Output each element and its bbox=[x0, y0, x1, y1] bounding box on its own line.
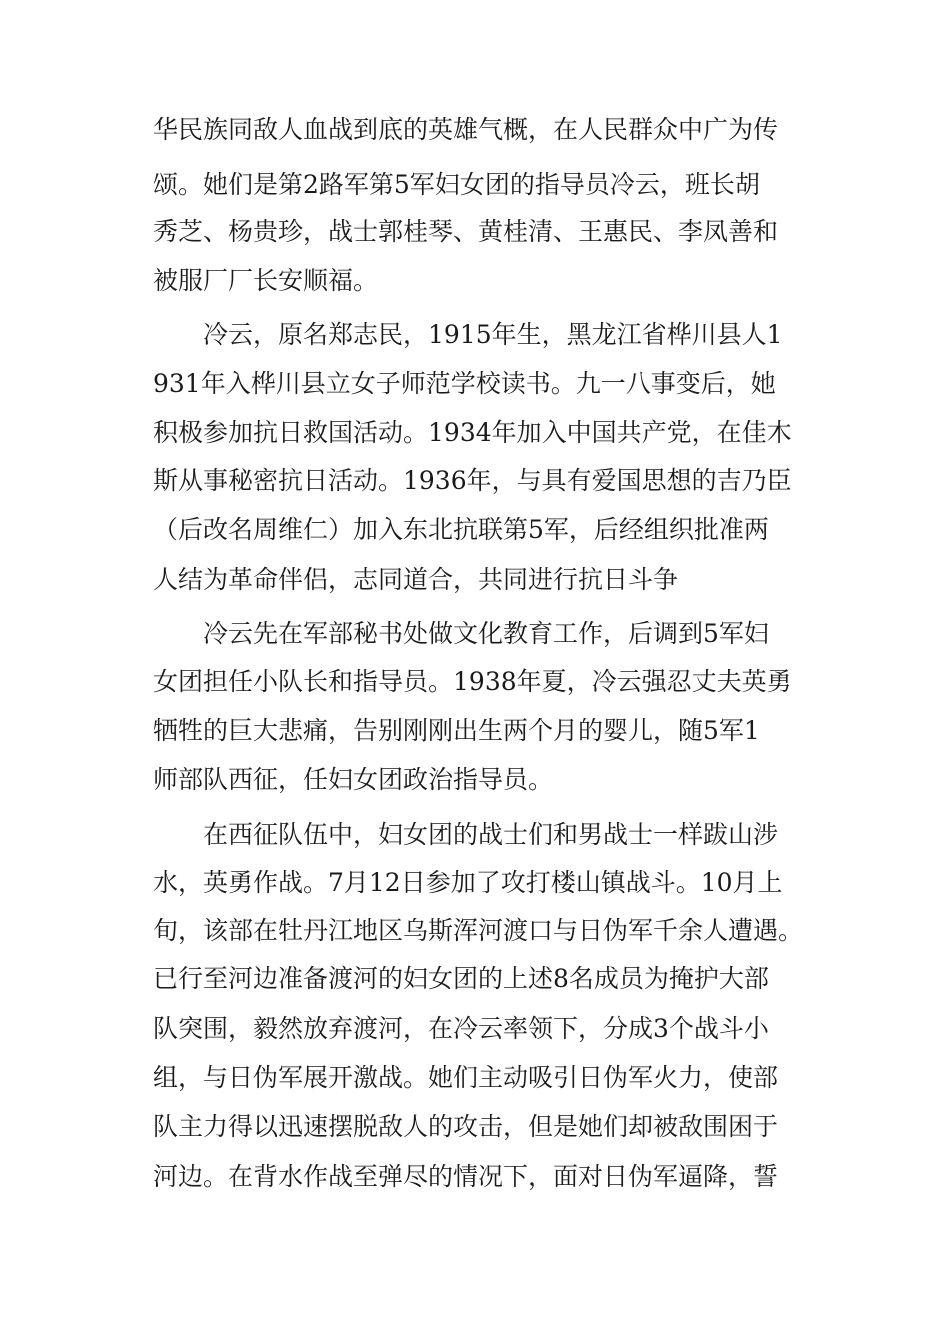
text-line: 在西征队伍中，妇女团的战士们和男战士一样跋山涉 bbox=[203, 820, 779, 849]
text-line: （后改名周维仁）加入东北抗联第5军，后经组织批准两 bbox=[153, 515, 769, 544]
text-line: 组，与日伪军展开激战。她们主动吸引日伪军火力，使部 bbox=[153, 1063, 779, 1092]
text-line: 河边。在背水作战至弹尽的情况下，面对日伪军逼降，誓 bbox=[153, 1162, 779, 1191]
text-line: 水，英勇作战。7月12日参加了攻打楼山镇战斗。10月上 bbox=[153, 868, 783, 897]
text-line: 已行至河边准备渡河的妇女团的上述8名成员为掩护大部 bbox=[153, 964, 769, 993]
text-line: 人结为革命伴侣，志同道合，共同进行抗日斗争 bbox=[153, 565, 679, 594]
text-line: 颂。她们是第2路军第5军妇女团的指导员冷云，班长胡 bbox=[153, 170, 760, 199]
text-line: 华民族同敌人血战到底的英雄气概，在人民群众中广为传 bbox=[153, 115, 779, 144]
text-line: 队突围，毅然放弃渡河，在冷云率领下，分成3个战斗小 bbox=[153, 1014, 769, 1043]
text-line: 旬，该部在牡丹江地区乌斯浑河渡口与日伪军千余人遭遇。 bbox=[153, 916, 804, 945]
text-line: 冷云，原名郑志民，1915年生，黑龙江省桦川县人1 bbox=[203, 320, 783, 349]
text-line: 被服厂厂长安顺福。 bbox=[153, 266, 379, 295]
text-line: 队主力得以迅速摆脱敌人的攻击，但是她们却被敌围困于 bbox=[153, 1112, 779, 1141]
text-line: 牺牲的巨大悲痛，告别刚刚出生两个月的婴儿，随5军1 bbox=[153, 716, 760, 745]
text-line: 秀芝、杨贵珍，战士郭桂琴、黄桂清、王惠民、李凤善和 bbox=[153, 217, 779, 246]
text-line: 女团担任小队长和指导员。1938年夏，冷云强忍丈夫英勇 bbox=[153, 667, 792, 696]
text-line: 师部队西征，任妇女团政治指导员。 bbox=[153, 765, 554, 794]
text-line: 斯从事秘密抗日活动。1936年，与具有爱国思想的吉乃臣 bbox=[153, 466, 792, 495]
text-line: 931年入桦川县立女子师范学校读书。九一八事变后，她 bbox=[153, 369, 776, 398]
text-line: 积极参加抗日救国活动。1934年加入中国共产党，在佳木 bbox=[153, 418, 792, 447]
text-line: 冷云先在军部秘书处做文化教育工作，后调到5军妇 bbox=[203, 619, 769, 648]
